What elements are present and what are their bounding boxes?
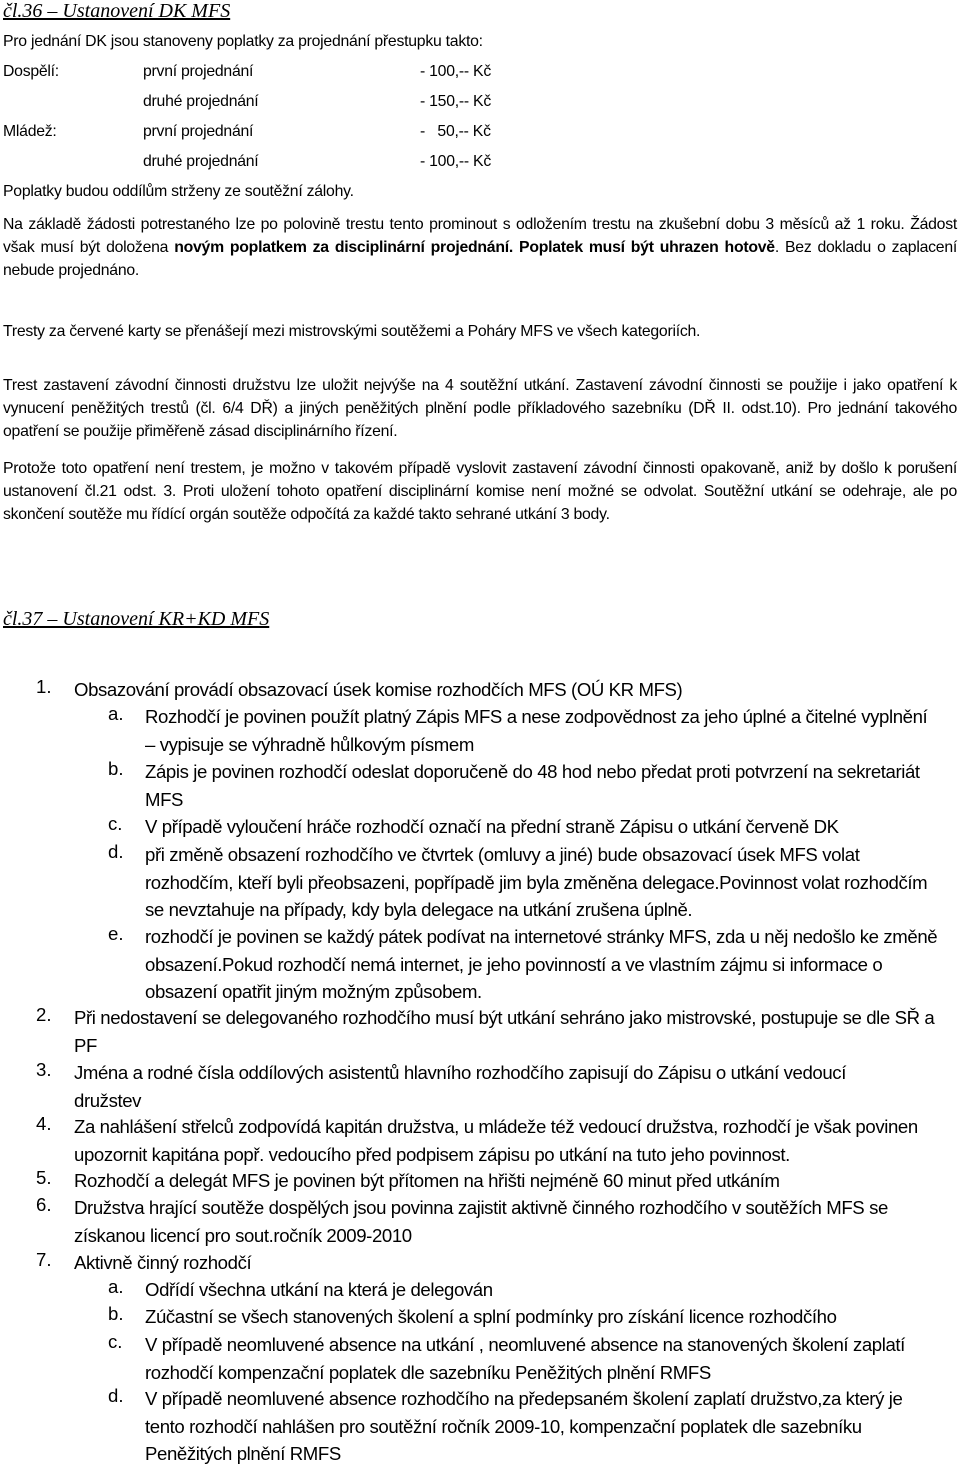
- sublist-item-text: Zúčastní se všech stanovených školení a splní podmínky pro získání licence rozhodčího: [145, 1306, 837, 1327]
- sublist-letter: d.: [108, 1385, 124, 1406]
- sublist-item-text: Rozhodčí je povinen použít platný Zápis MFS a nese zodpovědnost za jeho úplné a čitelné vyplnění – vypisuje se výhradně hůlkovým písmem: [145, 706, 928, 755]
- list-item-text: Za nahlášení střelců zodpovídá kapitán družstva, u mládeže též vedoucí družstva, rozhodčí je však povinen upozornit kapitána popř. vedoucího před podpisem zápisu po utkání na tuto jeho povinnost.: [74, 1116, 918, 1165]
- fee-item: první projednání: [143, 123, 254, 140]
- list-item-text: Při nedostavení se delegovaného rozhodčího musí být utkání sehráno jako mistrovské, postupuje se dle SŘ a PF: [74, 1007, 935, 1056]
- list-number: 1.: [36, 676, 52, 697]
- sublist-letter: b.: [108, 1303, 124, 1324]
- fee-item: druhé projednání: [143, 153, 259, 170]
- pardon-text: Na základě žádosti potrestaného lze po polovině trestu tento prominout s odložením trestu na zkušební dobu 3 měsíců až 1 roku. Žádost však musí být doložena: [3, 216, 957, 256]
- sublist-item-text: při změně obsazení rozhodčího ve čtvrtek (omluvy a jiné) bude obsazovací úsek MFS volat rozhodčím, kteří byli přeobsazeni, popřípadě jim byla změněna delegace.Povinnost volat rozhodčím se nevztahuje na případy, kdy byla delegace na utkání zrušena úplně.: [145, 844, 928, 920]
- fee-amount: - 100,-- Kč: [420, 153, 491, 170]
- fee-amount: - 150,-- Kč: [420, 93, 491, 110]
- section-36-title: čl.36 – Ustanovení DK MFS: [3, 0, 231, 22]
- list-number: 2.: [36, 1004, 52, 1025]
- pardon-text-end: . Bez dokladu o zaplacení nebude projednáno.: [3, 239, 957, 279]
- sublist-item-text: Zápis je povinen rozhodčí odeslat doporučeně do 48 hod nebo předat proti potvrzení na sekretariát MFS: [145, 761, 920, 810]
- paragraph-pardon: [3, 213, 957, 282]
- sublist-item-text: Odřídí všechna utkání na která je delegován: [145, 1279, 493, 1300]
- sublist-letter: a.: [108, 1276, 124, 1297]
- list-number: 6.: [36, 1194, 52, 1215]
- fee-item: první projednání: [143, 63, 254, 80]
- paragraph-red-cards: Tresty za červené karty se přenášejí mezi mistrovskými soutěžemi a Poháry MFS ve všech kategoriích.: [3, 323, 701, 340]
- list-number: 7.: [36, 1249, 52, 1270]
- list-item-text: Jména a rodné čísla oddílových asistentů hlavního rozhodčího zapisují do Zápisu o utkání vedoucí družstev: [74, 1062, 846, 1111]
- list-item-text: Aktivně činný rozhodčí: [74, 1252, 252, 1273]
- paragraph-repeated-suspension: Protože toto opatření není trestem, je možno v takovém případě vyslovit zastavení závodní činnosti opakovaně, aniž by došlo k porušení ustanovení čl.21 odst. 3. Proti uložení tohoto opatření disciplinární komise není možné se odvolat. Soutěžní utkání se odehraje, ale po skončení soutěže mu řídící orgán soutěže odpočítá za každé takto sehrané utkání 3 body.: [3, 460, 957, 523]
- sublist-item-text: V případě vyloučení hráče rozhodčí označí na přední straně Zápisu o utkání červeně DK: [145, 816, 839, 837]
- sublist-letter: b.: [108, 758, 124, 779]
- list-item-text: Rozhodčí a delegát MFS je povinen být přítomen na hřišti nejméně 60 minut před utkáním: [74, 1170, 780, 1191]
- list-item-text: Obsazování provádí obsazovací úsek komise rozhodčích MFS (OÚ KR MFS): [74, 679, 683, 700]
- sublist-letter: c.: [108, 1331, 123, 1352]
- sublist-letter: c.: [108, 813, 123, 834]
- fee-group: Mládež:: [3, 123, 57, 140]
- list-number: 4.: [36, 1113, 52, 1134]
- deposit-note: Poplatky budou oddílům strženy ze soutěžní zálohy.: [3, 183, 354, 200]
- pardon-fee-bold: novým poplatkem za disciplinární projednání. Poplatek musí být uhrazen hotově: [174, 239, 775, 256]
- paragraph-suspension: Trest zastavení závodní činnosti družstvu lze uložit nejvýše na 4 soutěžní utkání. Zastavení závodní činnosti se použije i jako opatření k vynucení peněžitých trestů (čl. 6/4 DŘ) a jiných peněžitých plnění podle příkladového sazebníku (DŘ II. odst.10). Pro jednání takového opatření se použije přiměřeně zásad disciplinárního řízení.: [3, 377, 957, 440]
- list-number: 5.: [36, 1167, 52, 1188]
- fee-amount: - 100,-- Kč: [420, 63, 491, 80]
- section-37-title: čl.37 – Ustanovení KR+KD MFS: [3, 608, 270, 630]
- fee-group: Dospělí:: [3, 63, 59, 80]
- fee-item: druhé projednání: [143, 93, 259, 110]
- fee-amount: - 50,-- Kč: [420, 123, 491, 140]
- sublist-letter: a.: [108, 703, 124, 724]
- sublist-item-text: V případě neomluvené absence rozhodčího na předepsaném školení zaplatí družstvo,za který je tento rozhodčí nahlášen pro soutěžní ročník 2009-10, kompenzační poplatek dle sazebníku Peněžitých plnění RMFS: [145, 1388, 903, 1464]
- list-number: 3.: [36, 1059, 52, 1080]
- sublist-item-text: rozhodčí je povinen se každý pátek podívat na internetové stránky MFS, zda u něj nedošlo ke změně obsazení.Pokud rozhodčí nemá internet, je jeho povinností a ve vlastním zájmu si informace o obsazení opatřit jiným možným způsobem.: [145, 926, 938, 1002]
- sublist-letter: e.: [108, 923, 124, 944]
- sublist-letter: d.: [108, 841, 124, 862]
- fees-intro: Pro jednání DK jsou stanoveny poplatky za projednání přestupku takto:: [3, 33, 483, 50]
- list-item-text: Družstva hrající soutěže dospělých jsou povinna zajistit aktivně činného rozhodčího v soutěžích MFS se získanou licencí pro sout.ročník 2009-2010: [74, 1197, 888, 1246]
- sublist-item-text: V případě neomluvené absence na utkání , neomluvené absence na stanovených školení zaplatí rozhodčí kompenzační poplatek dle sazebníku Peněžitých plnění RMFS: [145, 1334, 905, 1383]
